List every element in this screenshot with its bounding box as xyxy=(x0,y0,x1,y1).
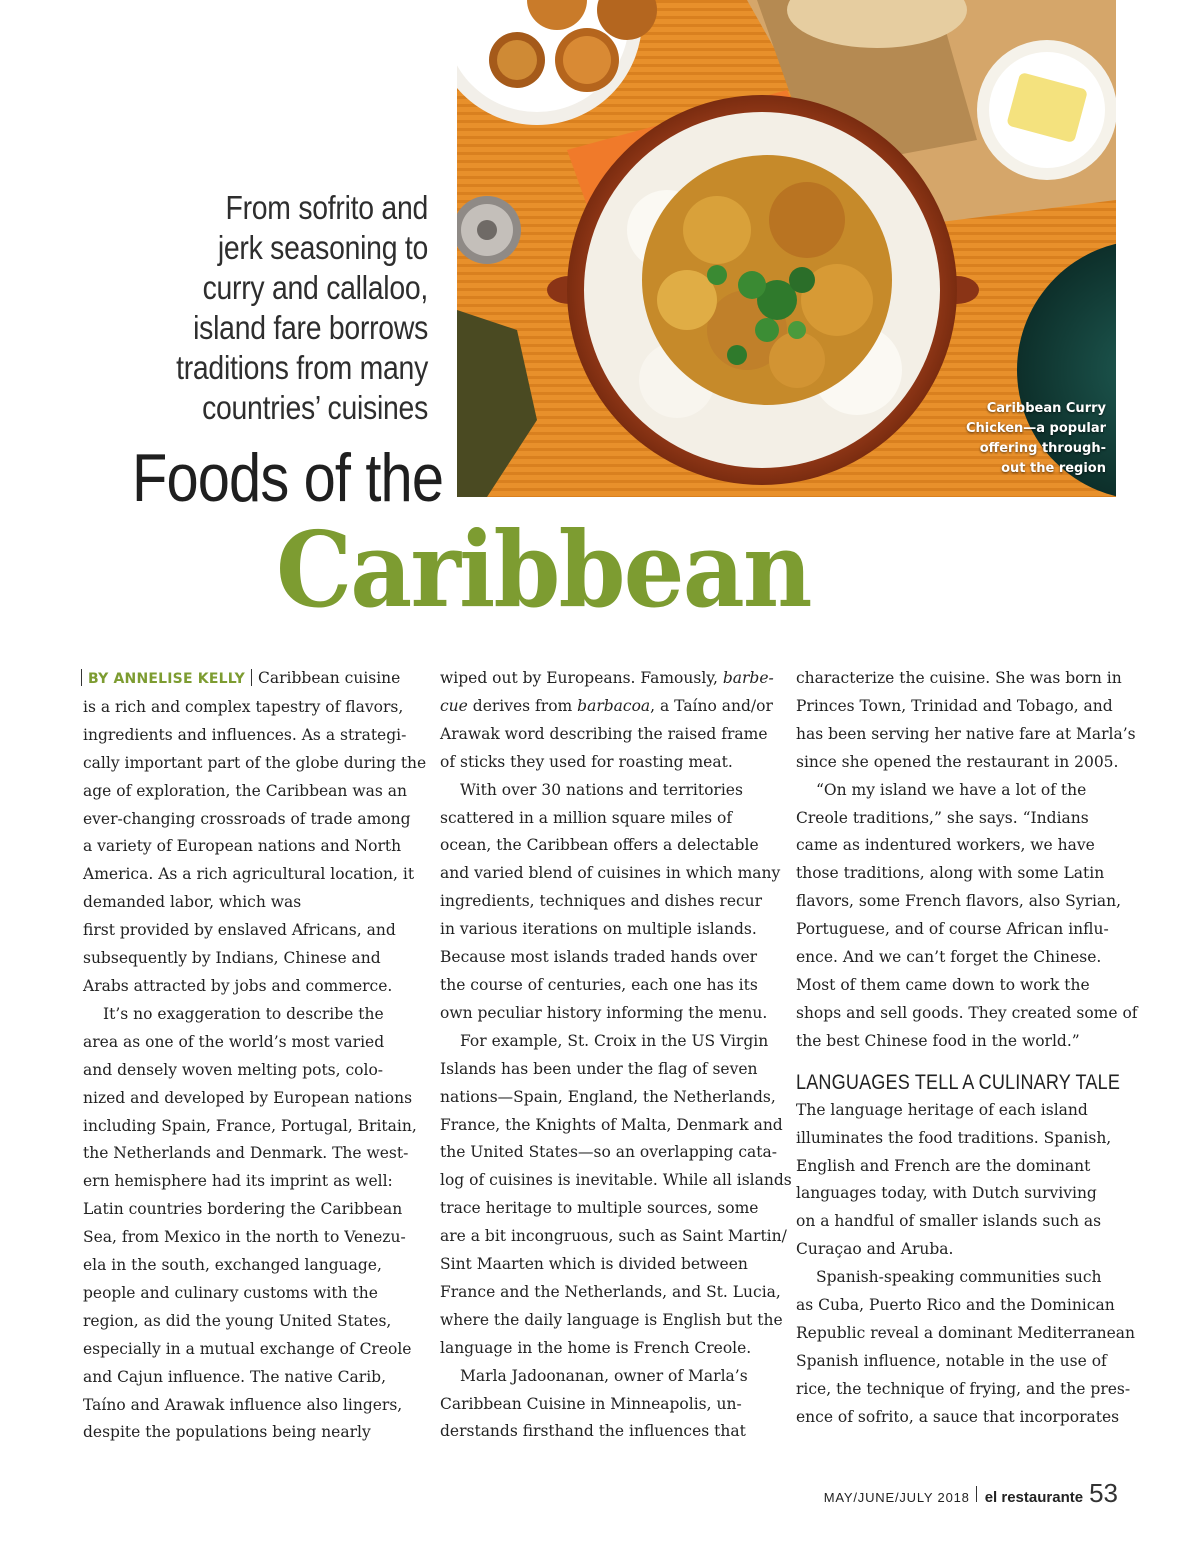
body-line: demanded labor, which was xyxy=(83,893,302,912)
caption-line: Chicken—a popular xyxy=(965,421,1106,436)
body-line: on a handful of smaller islands such as xyxy=(796,1212,1102,1231)
body-line: The language heritage of each island xyxy=(796,1100,1088,1119)
body-line: is a rich and complex tapestry of flavors, xyxy=(83,697,404,716)
body-line: has been serving her native fare at Marla’s xyxy=(796,724,1136,743)
body-line: ever-changing crossroads of trade among xyxy=(83,809,411,828)
body-line: people and culinary customs with the xyxy=(83,1283,378,1302)
body-line: It’s no exaggeration to describe the xyxy=(103,1004,384,1023)
body-line: flavors, some French flavors, also Syrian, xyxy=(796,892,1122,911)
body-line: Republic reveal a dominant Mediterranean xyxy=(796,1323,1136,1342)
body-line: rice, the technique of frying, and the pres- xyxy=(796,1379,1131,1398)
body-line: America. As a rich agricultural location, it xyxy=(83,865,415,884)
body-line: and Cajun influence. The native Carib, xyxy=(83,1367,386,1386)
deck-line: curry and callaloo, xyxy=(202,269,428,306)
body-line: ern hemisphere had its imprint as well: xyxy=(83,1172,393,1191)
body-line: subsequently by Indians, Chinese and xyxy=(83,949,381,968)
body-line: English and French are the dominant xyxy=(796,1156,1091,1175)
body-line: are a bit incongruous, such as Saint Martin/ xyxy=(440,1227,787,1246)
body-line: in various iterations on multiple islands. xyxy=(440,920,757,939)
body-line: For example, St. Croix in the US Virgin xyxy=(460,1031,769,1050)
body-line: nations—Spain, England, the Netherlands, xyxy=(440,1087,776,1106)
section-subhead: LANGUAGES TELL A CULINARY TALE xyxy=(796,1070,1121,1094)
body-line: Sea, from Mexico in the north to Venezu- xyxy=(83,1228,406,1247)
byline-rule xyxy=(81,669,82,686)
body-line: the course of centuries, each one has its xyxy=(440,975,758,994)
body-line: first provided by enslaved Africans, and xyxy=(83,921,396,940)
body-line: France and the Netherlands, and St. Lucia, xyxy=(440,1282,781,1301)
body-line: the United States—so an overlapping cata- xyxy=(440,1143,778,1162)
byline-line xyxy=(83,665,423,694)
italic-term: barbe- xyxy=(722,669,774,687)
body-line: Caribbean Cuisine in Minneapolis, un- xyxy=(440,1394,742,1413)
article-column-1 xyxy=(83,665,427,1447)
body-line: shops and sell goods. They created some of xyxy=(796,1003,1138,1022)
body-line: ence of sofrito, a sauce that incorporates xyxy=(796,1407,1120,1426)
body-line: age of exploration, the Caribbean was an xyxy=(83,781,407,800)
body-line: and densely woven melting pots, colo- xyxy=(83,1060,384,1079)
publication-name: el restaurante xyxy=(984,1489,1084,1506)
body-line: Caribbean cuisine xyxy=(258,669,401,687)
body-line: With over 30 nations and territories xyxy=(460,780,743,799)
caption-line: Caribbean Curry xyxy=(986,401,1106,416)
page-folio xyxy=(824,1478,1118,1509)
body-text: , a Taíno and/or xyxy=(650,696,773,715)
byline-rule xyxy=(251,669,252,686)
italic-term: barbacoa xyxy=(577,696,651,715)
body-line: ela in the south, exchanged language, xyxy=(83,1256,382,1275)
body-line: Because most islands traded hands over xyxy=(440,948,758,967)
deck-line: island fare borrows xyxy=(193,309,428,346)
body-line: “On my island we have a lot of the xyxy=(816,780,1087,799)
body-line: log of cuisines is inevitable. While all islands xyxy=(440,1171,792,1190)
body-line: languages today, with Dutch surviving xyxy=(796,1184,1097,1203)
body-line: nized and developed by European nations xyxy=(83,1088,413,1107)
deck xyxy=(67,188,428,428)
photo-caption xyxy=(926,399,1106,479)
body-line: language in the home is French Creole. xyxy=(440,1338,752,1357)
body-line: derstands firsthand the influences that xyxy=(440,1422,746,1441)
body-line: ingredients and influences. As a strategi- xyxy=(83,725,407,744)
body-line: a variety of European nations and North xyxy=(83,837,402,856)
body-line: Taíno and Arawak influence also lingers, xyxy=(83,1395,403,1414)
deck-line: From sofrito and xyxy=(225,189,428,226)
body-line: Portuguese, and of course African influ- xyxy=(796,920,1109,939)
body-line: characterize the cuisine. She was born in xyxy=(796,669,1122,687)
body-line: where the daily language is English but the xyxy=(440,1310,783,1329)
body-line: Curaçao and Aruba. xyxy=(796,1240,954,1259)
article-column-3 xyxy=(796,665,1141,1432)
body-line: came as indentured workers, we have xyxy=(796,836,1095,855)
page-number: 53 xyxy=(1089,1478,1118,1508)
body-text: wiped out by Europeans. Famously, xyxy=(440,669,723,687)
body-line: the best Chinese food in the world.” xyxy=(796,1031,1080,1050)
body-line: ence. And we can’t forget the Chinese. xyxy=(796,948,1102,967)
issue-date: MAY/JUNE/JULY 2018 xyxy=(823,1490,970,1505)
body-line: ocean, the Caribbean offers a delectable xyxy=(440,836,759,855)
body-line: ingredients, techniques and dishes recur xyxy=(440,892,763,911)
body-line: since she opened the restaurant in 2005. xyxy=(796,752,1119,771)
body-line: trace heritage to multiple sources, some xyxy=(440,1199,759,1218)
body-line: own peculiar history informing the menu. xyxy=(440,1003,768,1022)
body-line: Arabs attracted by jobs and commerce. xyxy=(83,976,393,995)
body-line: especially in a mutual exchange of Creole xyxy=(83,1339,412,1358)
body-line: those traditions, along with some Latin xyxy=(796,864,1105,883)
byline: BY ANNELISE KELLY xyxy=(88,671,246,687)
body-line: and varied blend of cuisines in which many xyxy=(440,864,781,883)
body-line xyxy=(440,665,780,693)
folio-divider xyxy=(976,1486,977,1502)
body-line: area as one of the world’s most varied xyxy=(83,1032,385,1051)
body-line: cally important part of the globe during the xyxy=(83,753,427,772)
body-line xyxy=(440,693,780,721)
deck-line: traditions from many xyxy=(176,349,428,386)
body-text: derives from xyxy=(467,696,578,715)
title-line-1: Foods of the xyxy=(132,440,444,516)
body-line: Princes Town, Trinidad and Tobago, and xyxy=(796,696,1113,715)
body-line: scattered in a million square miles of xyxy=(440,808,733,827)
italic-term: cue xyxy=(440,696,468,715)
deck-line: countries’ cuisines xyxy=(202,389,428,426)
body-line: including Spain, France, Portugal, Britain, xyxy=(83,1116,417,1135)
deck-line: jerk seasoning to xyxy=(217,229,428,266)
body-line: France, the Knights of Malta, Denmark and xyxy=(440,1115,783,1134)
body-line: as Cuba, Puerto Rico and the Dominican xyxy=(796,1296,1115,1315)
body-line: region, as did the young United States, xyxy=(83,1311,392,1330)
body-line: Sint Maarten which is divided between xyxy=(440,1255,748,1274)
body-line: the Netherlands and Denmark. The west- xyxy=(83,1144,409,1163)
body-line: Latin countries bordering the Caribbean xyxy=(83,1200,403,1219)
body-line: Most of them came down to work the xyxy=(796,975,1090,994)
body-line: of sticks they used for roasting meat. xyxy=(440,752,733,771)
body-line: Arawak word describing the raised frame xyxy=(440,724,768,743)
body-line: Spanish-speaking communities such xyxy=(816,1268,1102,1287)
title-line-2: Caribbean xyxy=(276,508,811,631)
body-line: illuminates the food traditions. Spanish, xyxy=(796,1128,1112,1147)
caption-line: offering through- xyxy=(979,441,1106,456)
body-line: despite the populations being nearly xyxy=(83,1423,371,1442)
curry-chicken-photo xyxy=(457,0,1116,497)
body-line: Creole traditions,” she says. “Indians xyxy=(796,808,1089,827)
body-line: Islands has been under the flag of seven xyxy=(440,1059,758,1078)
caption-line: out the region xyxy=(1001,461,1106,476)
article-column-2 xyxy=(440,665,792,1446)
body-line: Spanish influence, notable in the use of xyxy=(796,1351,1107,1370)
body-line: Marla Jadoonanan, owner of Marla’s xyxy=(460,1366,748,1385)
